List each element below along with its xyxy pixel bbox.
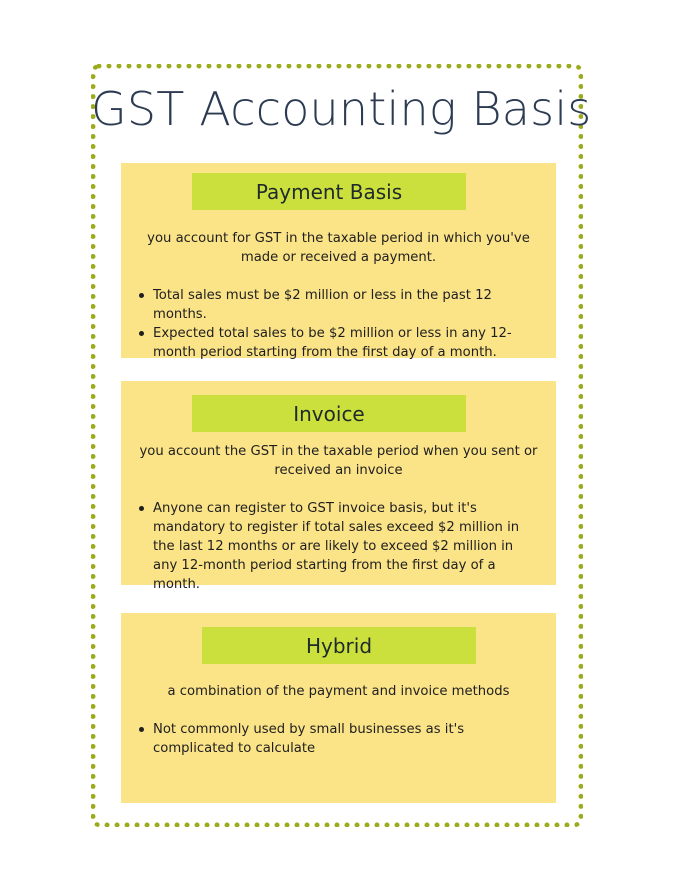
hybrid-card — [121, 613, 556, 803]
invoice-heading: Invoice — [192, 395, 466, 432]
invoice-bullets — [137, 499, 537, 594]
payment-basis-heading: Payment Basis — [192, 173, 466, 210]
page-title: GST Accounting Basis — [91, 82, 592, 136]
bullet-item: Not commonly used by small businesses as it's complicated to calculate — [137, 720, 467, 758]
invoice-card — [121, 381, 556, 592]
bullet-item: Total sales must be $2 million or less in the past 12 months. — [137, 286, 549, 324]
bullet-item: Anyone can register to GST invoice basis, but it's mandatory to register if total sales exceed $2 million in the last 12 months or are likely to exceed $2 million in any 12-month period starting from the first day of a month. — [137, 499, 537, 594]
payment-basis-card — [121, 163, 556, 358]
invoice-description: you account the GST in the taxable period when you sent or received an invoice — [139, 444, 538, 478]
hybrid-bullets — [137, 720, 467, 758]
payment-basis-bullets — [137, 286, 549, 362]
hybrid-heading: Hybrid — [202, 627, 476, 664]
hybrid-description: a combination of the payment and invoice methods — [167, 684, 510, 699]
payment-basis-description: you account for GST in the taxable period in which you've made or received a payment. — [147, 231, 530, 265]
bullet-item: Expected total sales to be $2 million or less in any 12-month period starting from the first day of a month. — [137, 324, 549, 362]
